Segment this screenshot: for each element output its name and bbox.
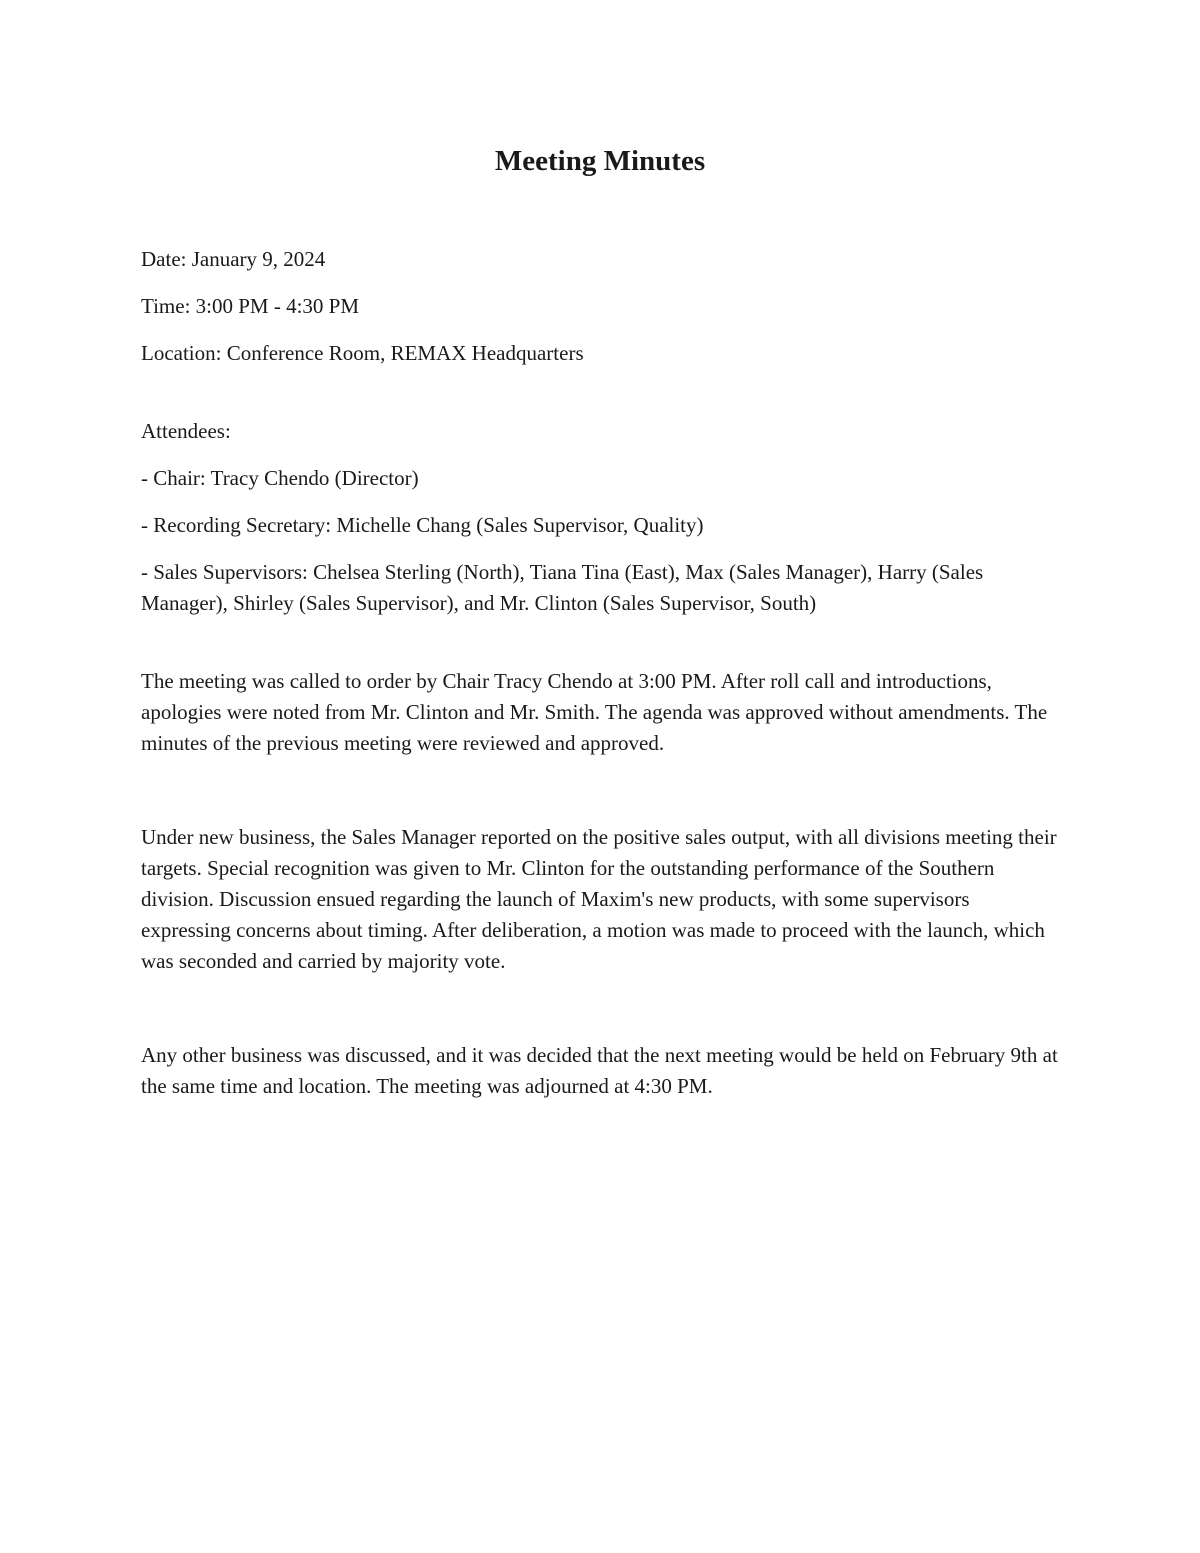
attendee-chair: - Chair: Tracy Chendo (Director) [141,466,419,490]
page-title: Meeting Minutes [494,145,706,177]
attendee-secretary: - Recording Secretary: Michelle Chang (Sales Supervisor, Quality) [141,513,704,537]
meeting-date: Date: January 9, 2024 [141,247,326,271]
document-body [141,244,1061,1102]
paragraph-new-business: Under new business, the Sales Manager reported on the positive sales output, with all divisions meeting their targets. Special recognition was given to Mr. Clinton for the outstanding performance of the Southern division. Discussion ensued regarding the launch of Maxim's new products, with some supervisors expressing concerns about timing. After deliberation, a motion was made to proceed with the launch, which was seconded and carried by majority vote. [141,825,1057,973]
attendee-supervisors: - Sales Supervisors: Chelsea Sterling (North), Tiana Tina (East), Max (Sales Manager), Harry (Sales Manager), Shirley (Sales Supervisor), and Mr. Clinton (Sales Supervisor, South) [141,560,984,615]
paragraph-call-to-order: The meeting was called to order by Chair Tracy Chendo at 3:00 PM. After roll call and introductions, apologies were noted from Mr. Clinton and Mr. Smith. The agenda was approved without amendments. The minutes of the previous meeting were reviewed and approved. [141,669,1048,755]
meeting-location: Location: Conference Room, REMAX Headquarters [141,341,584,365]
paragraph-other-business: Any other business was discussed, and it was decided that the next meeting would be held on February 9th at the same time and location. The meeting was adjourned at 4:30 PM. [141,1043,1058,1098]
meeting-time: Time: 3:00 PM - 4:30 PM [141,294,360,318]
attendees-heading: Attendees: [141,419,231,443]
